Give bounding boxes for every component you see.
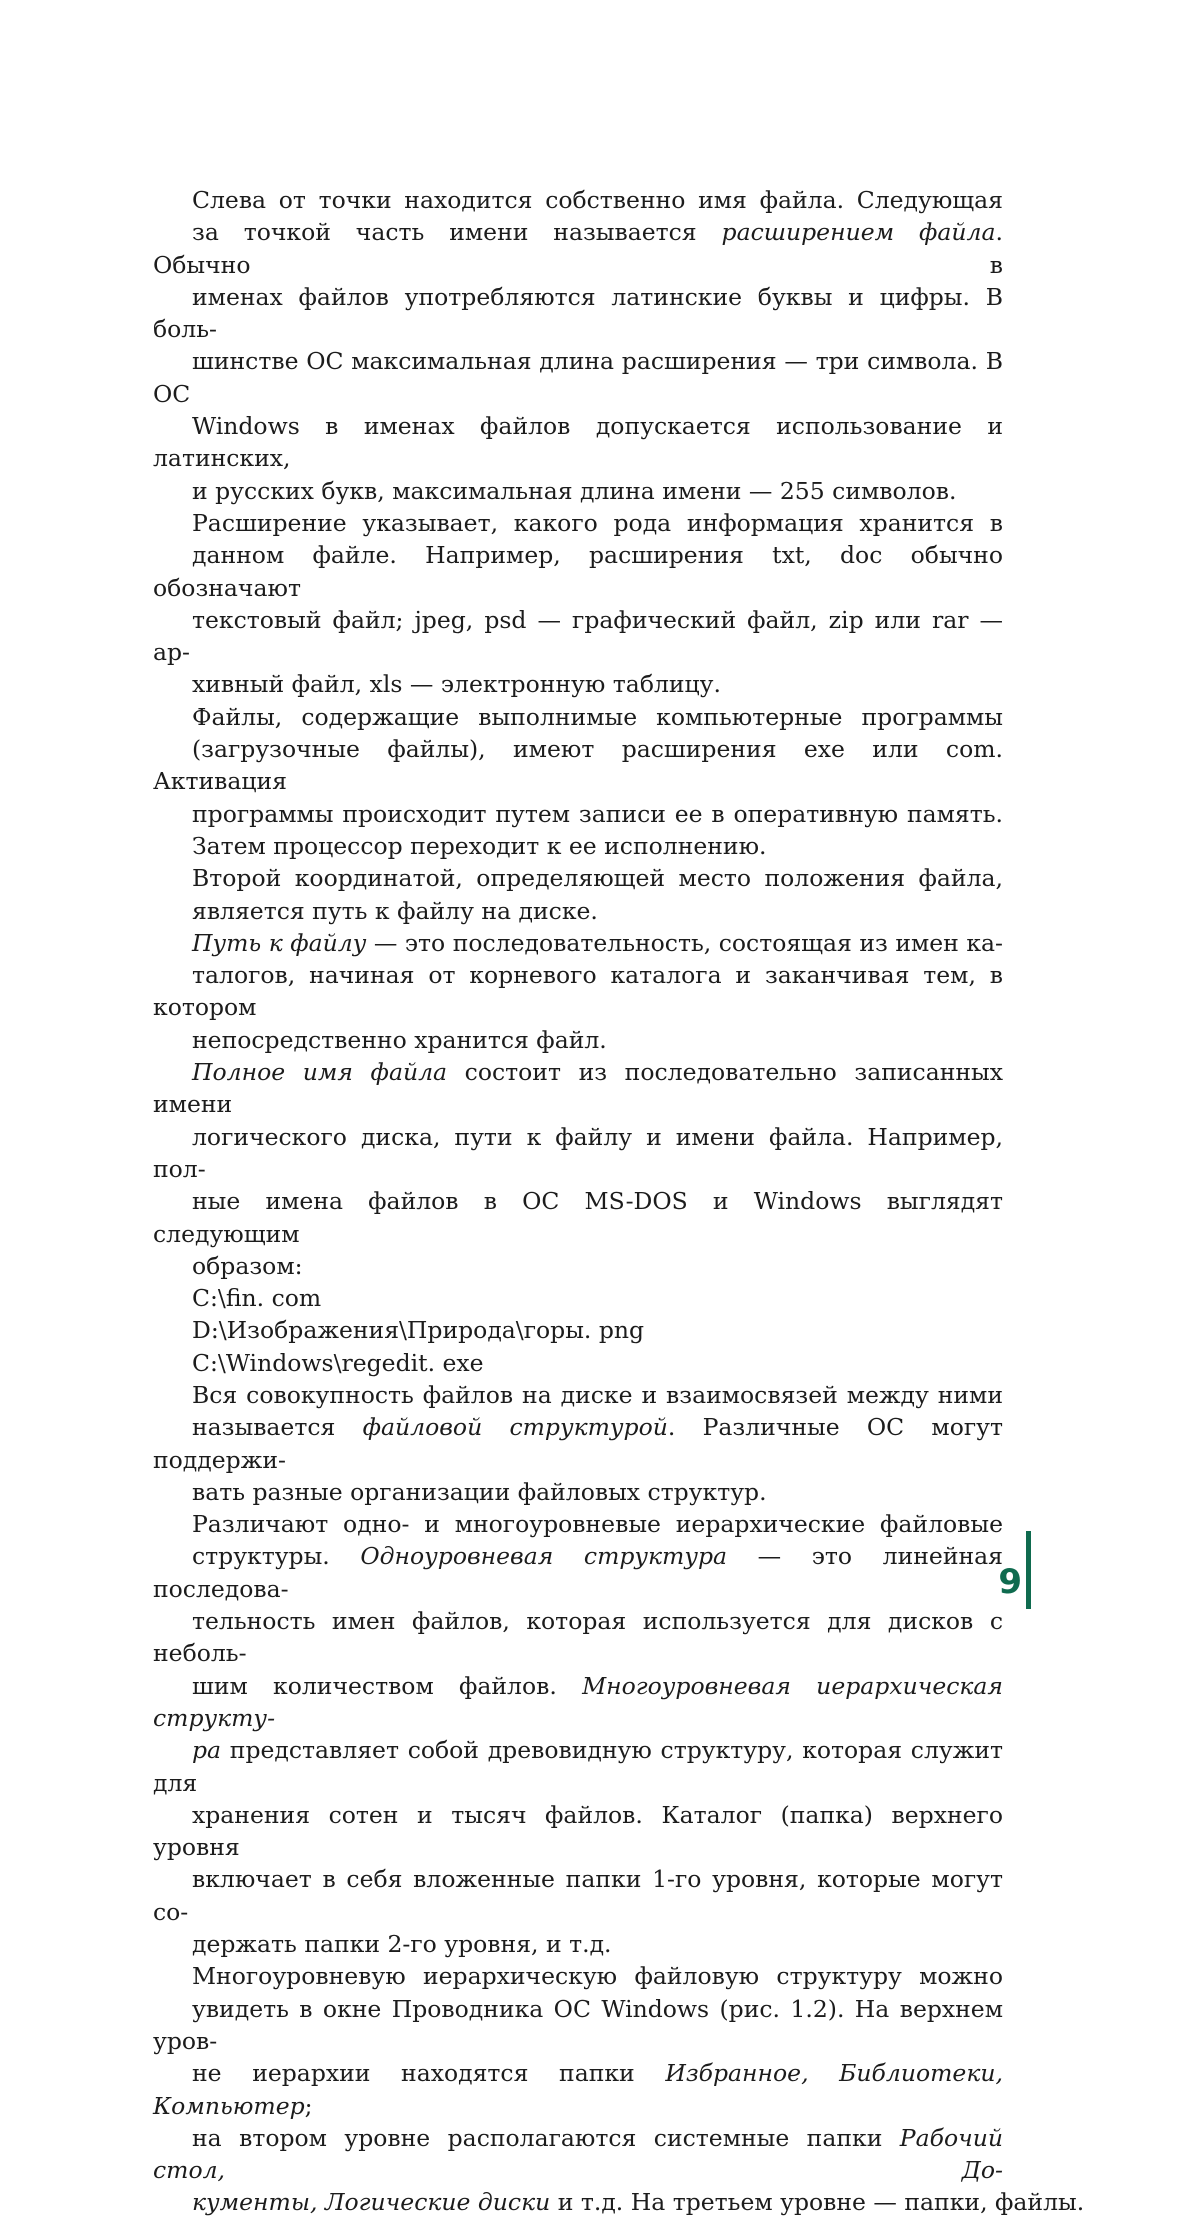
text-line xyxy=(153,1056,1003,1121)
text-run: держать папки 2-го уровня, и т.д. xyxy=(192,1930,612,1959)
text-run: шинстве ОС максимальная длина расширения — три символа. В ОС xyxy=(153,347,1003,408)
emphasized-term: кументы, Логические диски xyxy=(192,2188,551,2217)
text-run: образом: xyxy=(192,1251,303,1280)
text-line xyxy=(153,410,1003,475)
paragraph xyxy=(153,1056,1003,1282)
text-line xyxy=(153,895,1003,927)
text-line xyxy=(153,1121,1003,1186)
text-line xyxy=(153,539,1003,604)
text-run: шим количеством файлов. xyxy=(192,1671,583,1700)
text-run: . Обычно в xyxy=(153,218,1003,279)
text-line xyxy=(153,1508,1003,1540)
emphasized-term: Многоуровневая иерархическая структу- xyxy=(153,1671,1003,1732)
text-line xyxy=(153,862,1003,894)
text-line xyxy=(153,1024,1003,1056)
text-line xyxy=(153,959,1003,1024)
path-example: C:\Windows\regedit. exe xyxy=(192,1348,484,1377)
emphasized-term: Полное имя файла xyxy=(192,1058,448,1087)
text-line xyxy=(153,345,1003,410)
text-line xyxy=(153,1476,1003,1508)
text-run: Вся совокупность файлов на диске и взаимосвязей между ними xyxy=(192,1380,1003,1409)
text-run: Файлы, содержащие выполнимые компьютерные программы xyxy=(192,702,1003,731)
text-run: программы происходит путем записи ее в оперативную память. xyxy=(192,799,1003,828)
text-run: . Различные ОС могут поддержи- xyxy=(153,1413,1003,1474)
text-line xyxy=(153,475,1003,507)
text-run: Затем процессор переходит к ее исполнению. xyxy=(192,831,767,860)
text-line xyxy=(153,281,1003,346)
text-run: логического диска, пути к файлу и имени файла. Например, пол- xyxy=(153,1122,1003,1183)
text-run: включает в себя вложенные папки 1-го уровня, которые могут со- xyxy=(153,1865,1003,1926)
text-line xyxy=(153,1250,1003,1282)
text-line xyxy=(153,2186,1085,2218)
text-run: хранения сотен и тысяч файлов. Каталог (папка) верхнего уровня xyxy=(153,1800,1003,1862)
text-run: текстовый файл; jpeg, psd — графический файл, zip или rar — ар- xyxy=(153,605,1003,667)
text-run: талогов, начиная от корневого каталога и заканчивая тем, в котором xyxy=(153,961,1003,1022)
text-run: ные имена файлов в ОС MS-DOS и Windows выглядят следующим xyxy=(153,1187,1003,1248)
emphasized-term: Путь к файлу xyxy=(192,928,367,957)
paragraph xyxy=(153,1960,1085,2218)
emphasized-term: Одноуровневая структура xyxy=(360,1542,728,1571)
text-line xyxy=(153,2122,1003,2187)
text-run: Слева от точки находится собственно имя файла. Следующая xyxy=(192,186,1003,214)
text-run: данном файле. Например, расширения txt, doc обычно обозначают xyxy=(153,541,1003,602)
text-line xyxy=(153,1799,1003,1864)
paragraph xyxy=(153,927,1003,1056)
text-line xyxy=(153,1993,1003,2058)
paragraph xyxy=(153,862,1003,927)
text-line xyxy=(153,1185,1003,1250)
text-run: называется xyxy=(192,1413,363,1442)
text-line xyxy=(153,1379,1003,1411)
text-line xyxy=(153,733,1003,798)
text-line xyxy=(153,216,1003,281)
text-run: увидеть в окне Проводника ОС Windows (рис. 1.2). На верхнем уров- xyxy=(153,1994,1003,2055)
emphasized-term: Избранное, Библиотеки, Компьютер xyxy=(153,2059,1003,2120)
text-run: структуры. xyxy=(192,1542,361,1571)
text-run: не иерархии находятся папки xyxy=(192,2059,666,2088)
paragraph xyxy=(153,1379,1003,1508)
text-line xyxy=(153,1605,1003,1670)
text-line xyxy=(153,1540,1003,1605)
text-run: и русских букв, максимальная длина имени — 255 символов. xyxy=(192,476,957,505)
text-run: Расширение указывает, какого рода информация хранится в xyxy=(192,508,1003,537)
text-line xyxy=(153,1411,1003,1476)
text-run: Второй координатой, определяющей место положения файла, xyxy=(192,864,1003,893)
text-line xyxy=(153,1960,1003,1992)
text-run: ; xyxy=(304,2091,313,2120)
text-run: Windows в именах файлов допускается использование и латинских, xyxy=(153,412,1003,473)
emphasized-term: ра xyxy=(192,1736,222,1765)
paragraph xyxy=(153,1508,1003,1960)
text-line xyxy=(153,1863,1003,1928)
emphasized-term: Рабочий стол, До- xyxy=(153,2123,1003,2185)
text-run: на втором уровне располагаются системные папки xyxy=(192,2123,900,2152)
text-line xyxy=(153,701,1003,733)
text-line xyxy=(153,927,1003,959)
text-line xyxy=(153,830,1003,862)
text-run: за точкой часть имени называется xyxy=(192,218,722,247)
text-run: непосредственно хранится файл. xyxy=(192,1025,607,1054)
text-line xyxy=(153,668,1003,700)
text-line xyxy=(153,1670,1003,1735)
text-line xyxy=(153,1928,1003,1960)
text-run: именах файлов употребляются латинские буквы и цифры. В боль- xyxy=(153,282,1003,344)
path-example: D:\Изображения\Природа\горы. png xyxy=(192,1316,645,1345)
path-example: C:\fin. com xyxy=(192,1284,322,1313)
text-run: Различают одно- и многоуровневые иерархические файловые xyxy=(192,1510,1003,1539)
emphasized-term: расширением файла xyxy=(721,218,996,247)
text-line xyxy=(153,604,1003,669)
text-run: состоит из последовательно записанных имени xyxy=(153,1058,1003,1119)
text-run: и т.д. На третьем уровне — папки, файлы. xyxy=(550,2188,1085,2217)
body-text xyxy=(153,184,1085,2219)
text-run: является путь к файлу на диске. xyxy=(192,896,598,925)
emphasized-term: файловой структурой xyxy=(362,1413,668,1442)
text-run: — это последовательность, состоящая из имен ка- xyxy=(366,928,1003,957)
page-number: 9 xyxy=(998,1562,1022,1602)
text-line xyxy=(153,798,1003,830)
text-line xyxy=(153,1734,1003,1799)
text-run: представляет собой древовидную структуру, которая служит для xyxy=(153,1736,1003,1797)
text-run: (загрузочные файлы), имеют расширения exe или com. Активация xyxy=(153,735,1003,796)
text-run: — это линейная последова- xyxy=(153,1542,1003,1603)
text-line xyxy=(153,2057,1003,2122)
page-rule xyxy=(1026,1531,1031,1609)
paragraph xyxy=(153,184,1003,507)
paragraph xyxy=(153,701,1003,862)
text-run: тельность имен файлов, которая используется для дисков с неболь- xyxy=(153,1607,1003,1668)
text-run: вать разные организации файловых структур. xyxy=(192,1477,767,1506)
text-line xyxy=(153,184,1003,216)
text-line xyxy=(153,507,1003,539)
paragraph xyxy=(153,507,1003,701)
text-run: Многоуровневую иерархическую файловую структуру можно xyxy=(192,1962,1003,1991)
text-run: хивный файл, xls — электронную таблицу. xyxy=(192,670,721,699)
